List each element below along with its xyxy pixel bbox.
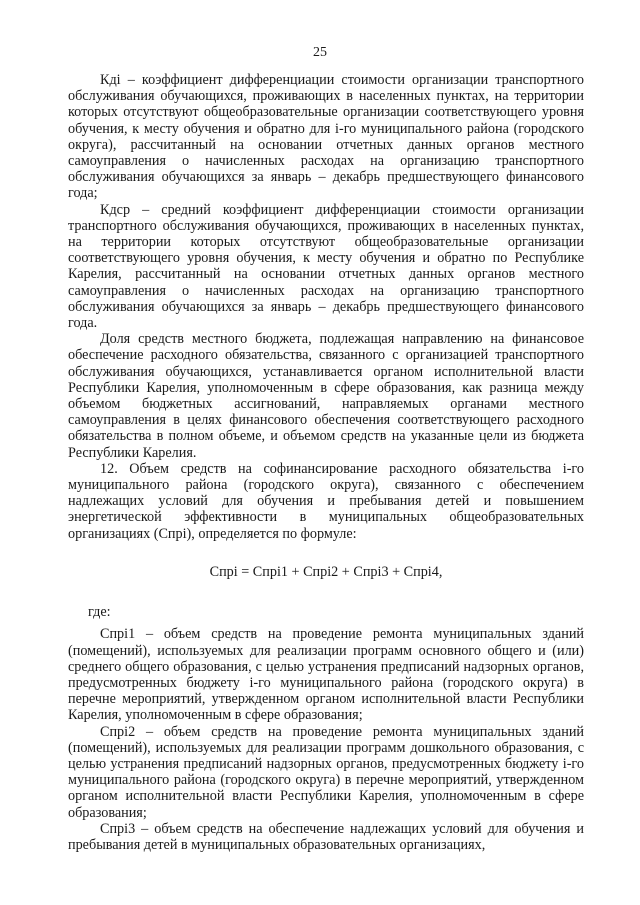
paragraph-spri1-definition: Спрi1 – объем средств на проведение ремонта муниципальных зданий (помещений), используемых для реализации программ основного общего и (или) среднего общего образования, с целью устранения предписаний надзорных органов, предусмотренных бюджету i-го муниципального района (городского округа) в перечне мероприятий, утвержденном органом исполнительной власти Республики Карелия, уполномоченным в сфере образования; [68, 626, 584, 724]
page-number: 25 [313, 45, 327, 60]
paragraph-item-12: 12. Объем средств на софинансирование расходного обязательства i-го муниципального района (городского округа), связанного с обеспечением надлежащих условий для обучения и пребывания детей и повышением энергетической эффективности в муниципальных общеобразовательных организациях (Спрi), определяется по формуле: [68, 460, 584, 542]
paragraph-kdi-definition: Кдi – коэффициент дифференциации стоимости организации транспортного обслуживания обучающихся, проживающих в населенных пунктах, на территории которых отсутствуют общеобразовательные организации соответствующего уровня обучения, к месту обучения и обратно для i-го муниципального района (городского округа), рассчитанный на основании отчетных данных органов местного самоуправления о начисленных расходах на организацию транспортного обслуживания обучающихся за январь – декабрь предшествующего финансового года; [68, 72, 584, 202]
where-label: где: [88, 604, 111, 621]
paragraph-spri2-definition: Спрi2 – объем средств на проведение ремонта муниципальных зданий (помещений), используемых для реализации программ дошкольного образования, с целью устранения предписаний надзорных органов, предусмотренных бюджету i-го муниципального района (городского округа) в перечне мероприятий, утвержденном органом исполнительной власти Республики Карелия, уполномоченным в сфере образования; [68, 723, 584, 821]
formula-spri: Спрi = Спрi1 + Спрi2 + Спрi3 + Спрi4, [209, 563, 443, 580]
document-body [68, 72, 584, 853]
paragraph-local-budget-share: Доля средств местного бюджета, подлежащая направлению на финансовое обеспечение расходного обязательства, связанного с организацией транспортного обслуживания обучающихся, устанавливается органом исполнительной власти Республики Карелия, уполномоченным в сфере образования, как разница между объемом бюджетных ассигнований, направляемых органами местного самоуправления в целях финансового обеспечения соответствующего расходного обязательства в полном объеме, и объемом средств на указанные цели из бюджета Республики Карелия. [68, 331, 584, 461]
paragraph-kdsr-definition: Кдср – средний коэффициент дифференциации стоимости организации транспортного обслуживания обучающихся, проживающих в населенных пунктах, на территории которых отсутствуют общеобразовательные организации соответствующего уровня обучения, к месту обучения и обратно по Республике Карелия, рассчитанный на основании отчетных данных органов местного самоуправления о начисленных расходах на организацию транспортного обслуживания обучающихся за январь – декабрь предшествующего финансового года. [68, 201, 584, 332]
paragraph-spri3-definition: Спрi3 – объем средств на обеспечение надлежащих условий для обучения и пребывания детей в муниципальных образовательных организациях, [68, 820, 584, 853]
